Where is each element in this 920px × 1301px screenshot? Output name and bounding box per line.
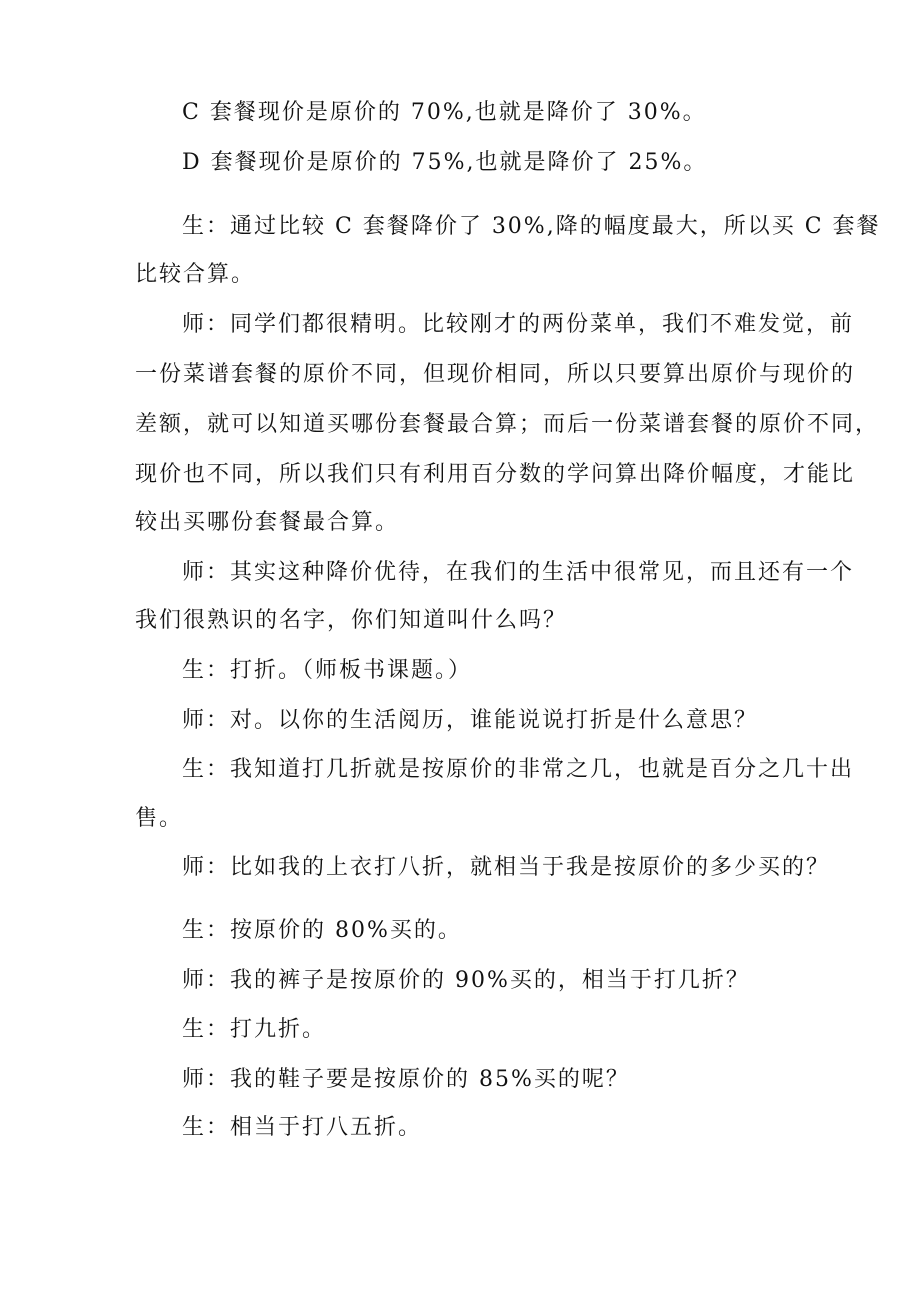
- paragraph-line: 师：我的鞋子要是按原价的 85%买的呢？: [182, 1067, 630, 1092]
- paragraph-line: D 套餐现价是原价的 75%,也就是降价了 25%。: [182, 150, 708, 175]
- paragraph-line: 师：对。以你的生活阅历，谁能说说打折是什么意思？: [182, 708, 759, 733]
- paragraph-line: C 套餐现价是原价的 70%,也就是降价了 30%。: [182, 100, 707, 125]
- paragraph-line: 师：其实这种降价优待，在我们的生活中很常见，而且还有一个: [182, 560, 855, 585]
- paragraph-line: 售。: [135, 806, 184, 831]
- paragraph-line: 师：同学们都很精明。比较刚才的两份菜单，我们不难发觉，前: [182, 312, 855, 337]
- paragraph-line: 生：按原价的 80%买的。: [182, 918, 462, 943]
- paragraph-line: 师：我的裤子是按原价的 90%买的，相当于打几折？: [182, 968, 750, 993]
- paragraph-line: 较出买哪份套餐最合算。: [135, 510, 400, 535]
- paragraph-line: 生：打九折。: [182, 1017, 327, 1042]
- paragraph-line: 师：比如我的上衣打八折，就相当于我是按原价的多少买的？: [182, 855, 831, 880]
- paragraph-line: 我们很熟识的名字，你们知道叫什么吗？: [135, 608, 568, 633]
- paragraph-line: 一份菜谱套餐的原价不同，但现价相同，所以只要算出原价与现价的: [135, 362, 856, 387]
- paragraph-line: 比较合算。: [135, 262, 256, 287]
- paragraph-line: 生：打折。（师板书课题。）: [182, 658, 473, 683]
- paragraph-line: 差额，就可以知道买哪份套餐最合算；而后一份菜谱套餐的原价不同，: [135, 412, 880, 437]
- paragraph-line: 现价也不同，所以我们只有利用百分数的学问算出降价幅度，才能比: [135, 462, 856, 487]
- paragraph-line: 生：我知道打几折就是按原价的非常之几，也就是百分之几十出: [182, 757, 855, 782]
- paragraph-line: 生：相当于打八五折。: [182, 1115, 423, 1140]
- paragraph-line: 生：通过比较 C 套餐降价了 30%,降的幅度最大，所以买 C 套餐: [182, 214, 881, 239]
